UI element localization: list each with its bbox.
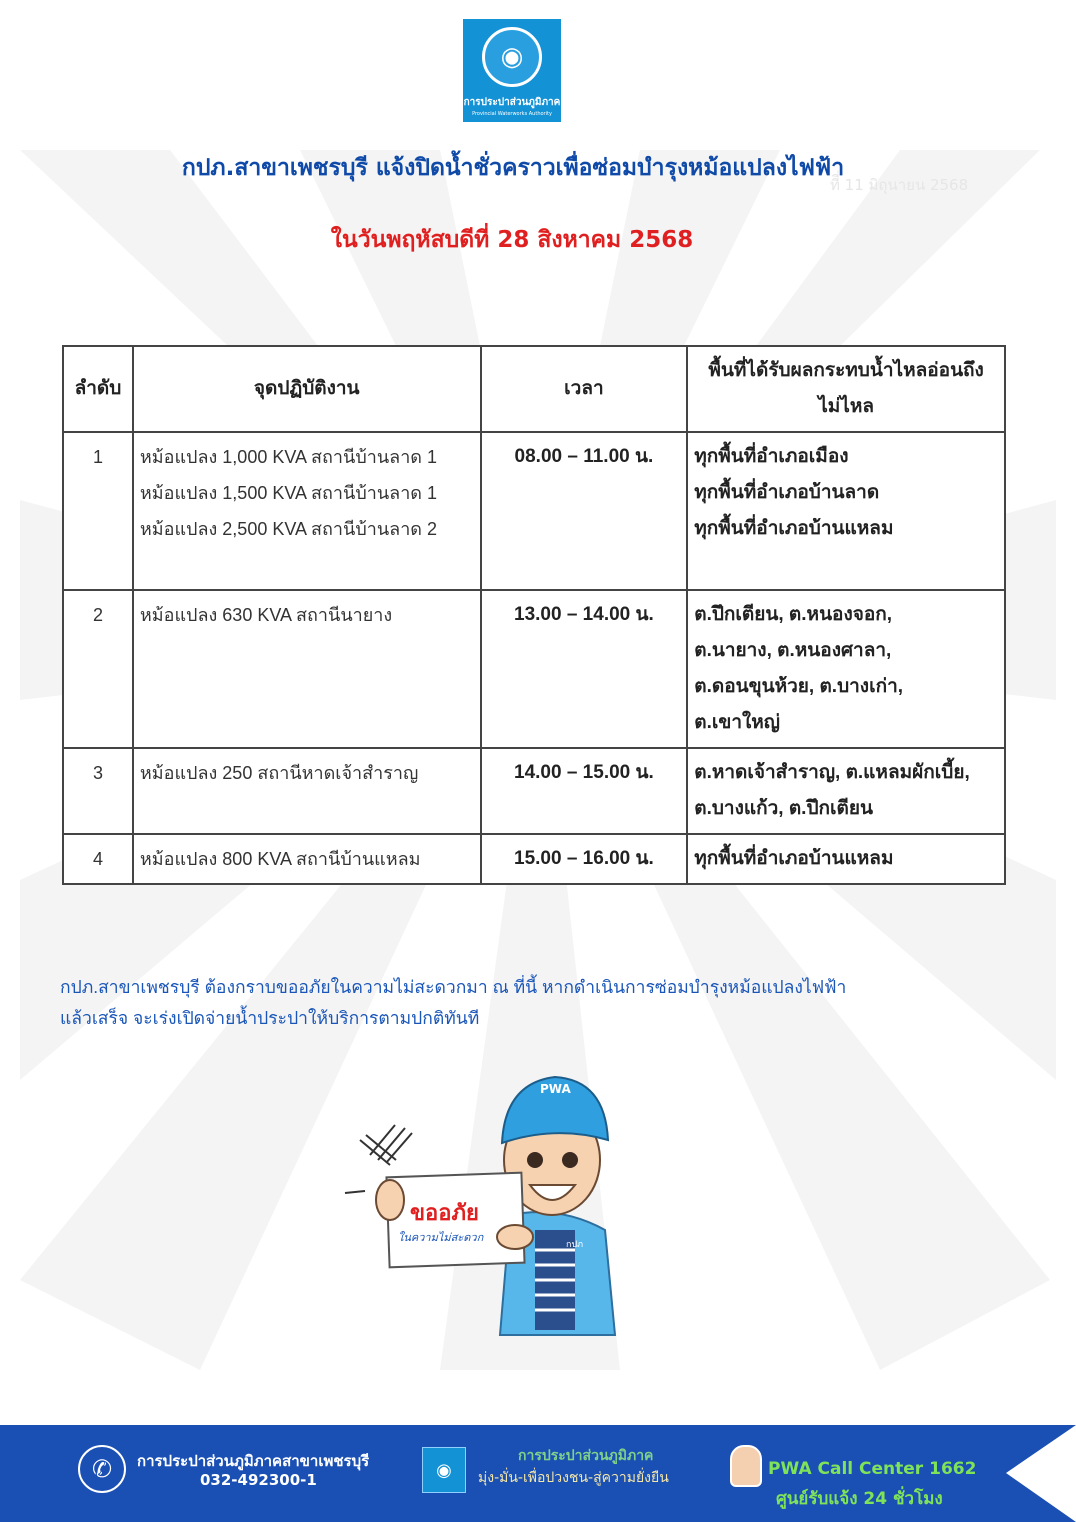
apology-line-2: แล้วเสร็จ จะเร่งเปิดจ่ายน้ำประปาให้บริการตามปกติทันที [60,1008,480,1028]
location-line: หม้อแปลง 630 KVA สถานีนายาง [139,605,393,625]
area-line: ทุกพื้นที่อำเภอบ้านแหลม [694,518,894,539]
footer-band [0,1425,1076,1522]
footer-org-name: การประปาส่วนภูมิภาค [518,1448,654,1464]
header-area-line-2: ไม่ไหล [818,396,875,417]
apology-line-1: กปภ.สาขาเพชรบุรี ต้องกราบขออภัยในความไม่สะดวกมา ณ ที่นี้ หากดำเนินการซ่อมบำรุงหม้อแปลงไฟฟ้า [60,977,847,997]
mascot-right-hand [497,1225,533,1249]
mascot-left-hand [376,1180,404,1220]
row-time: 14.00 – 15.00 น. [481,748,688,834]
logo-org-name-th: การประปาส่วนภูมิภาค [463,97,561,108]
table-row [63,748,1005,834]
area-line: ทุกพื้นที่อำเภอเมือง [694,446,849,467]
area-line: ต.ดอนขุนห้วย, ต.บางเก่า, [694,676,904,697]
header-area-line-1: พื้นที่ได้รับผลกระทบน้ำไหลอ่อนถึง [708,360,984,381]
table-row [63,834,1005,884]
footer-call-center: PWA Call Center 1662 [768,1459,977,1479]
apology-paragraph [60,972,1010,1034]
header-time: เวลา [481,346,688,432]
area-line: ต.เขาใหญ่ [694,712,780,733]
hat-text: PWA [540,1082,571,1096]
area-line: ต.หาดเจ้าสำราญ, ต.แหลมผักเบี้ย, [694,762,970,783]
sign-title: ขออภัย [410,1201,479,1226]
row-area [687,834,1005,884]
pwa-logo [463,19,561,122]
phone-icon: ✆ [78,1445,126,1493]
mascot-illustration [330,1065,630,1355]
location-line: หม้อแปลง 1,500 KVA สถานีบ้านลาด 1 [139,483,438,503]
header-affected-area [687,346,1005,432]
row-area [687,748,1005,834]
page-title: กปภ.สาขาเพชรบุรี แจ้งปิดน้ำชั่วคราวเพื่อซ่อมบำรุงหม้อแปลงไฟฟ้า [181,155,845,181]
row-no: 2 [63,590,133,748]
outage-schedule-table [62,345,1006,885]
footer-branch-phone: 032-492300-1 [200,1471,317,1489]
footer-call-center-sub: ศูนย์รับแจ้ง 24 ชั่วโมง [776,1489,943,1509]
table-row [63,590,1005,748]
row-location [133,432,481,590]
row-no: 1 [63,432,133,590]
table-row [63,432,1005,590]
area-line: ต.ปึกเตียน, ต.หนองจอก, [694,604,893,625]
mascot-right-eye [562,1152,578,1168]
shirt-text: กปภ [566,1240,584,1250]
header-no: ลำดับ [63,346,133,432]
logo-org-name-en: Provincial Waterworks Authority [472,111,552,117]
row-area [687,432,1005,590]
row-location [133,834,481,884]
sign-subtitle: ในความไม่สะดวก [398,1231,484,1244]
row-no: 3 [63,748,133,834]
call-center-avatar-icon [730,1445,762,1487]
area-line: ต.บางแก้ว, ต.ปึกเตียน [694,798,873,819]
row-location [133,748,481,834]
footer-branch-name: การประปาส่วนภูมิภาคสาขาเพชรบุรี [137,1452,370,1470]
pwa-seal-icon: ◉ [482,27,542,87]
location-line: หม้อแปลง 800 KVA สถานีบ้านแหลม [139,849,421,869]
location-line: หม้อแปลง 250 สถานีหาดเจ้าสำราญ [139,763,419,783]
footer-slogan: มุ่ง-มั่น-เพื่อปวงชน-สู่ความยั่งยืน [478,1470,669,1486]
area-line: ทุกพื้นที่อำเภอบ้านแหลม [694,848,894,869]
page-subtitle-date: ในวันพฤหัสบดีที่ 28 สิงหาคม 2568 [330,227,694,253]
row-time: 15.00 – 16.00 น. [481,834,688,884]
row-time: 08.00 – 11.00 น. [481,432,688,590]
row-area [687,590,1005,748]
faded-date-text: ทีี่ 11 มิถุนายน 2568 [830,176,969,194]
area-line: ต.นายาง, ต.หนองศาลา, [694,640,892,661]
mascot-left-eye [527,1152,543,1168]
header-location: จุดปฏิบัติงาน [133,346,481,432]
row-time: 13.00 – 14.00 น. [481,590,688,748]
row-no: 4 [63,834,133,884]
location-line: หม้อแปลง 1,000 KVA สถานีบ้านลาด 1 [139,447,438,467]
footer-pwa-logo: ◉ [422,1447,466,1493]
area-line: ทุกพื้นที่อำเภอบ้านลาด [694,482,880,503]
location-line: หม้อแปลง 2,500 KVA สถานีบ้านลาด 2 [139,519,438,539]
table-header-row [63,346,1005,432]
row-location [133,590,481,748]
